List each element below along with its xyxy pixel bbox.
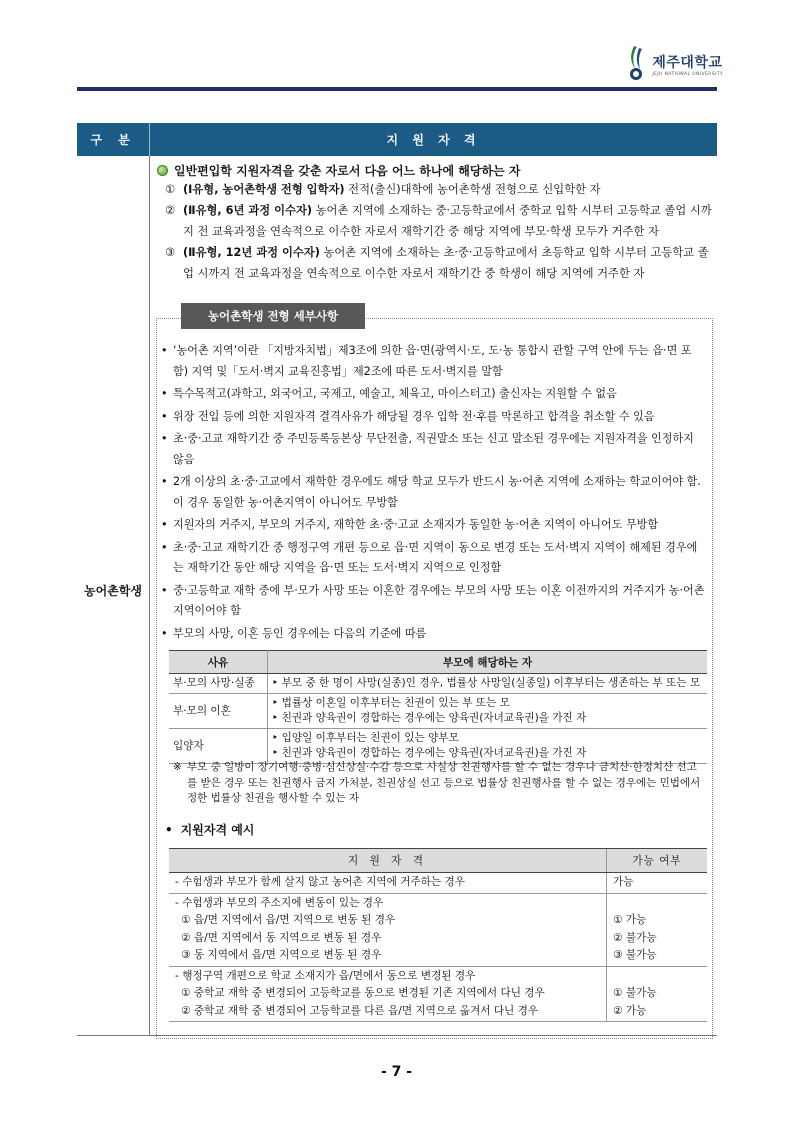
header-eligibility: 지 원 자 격 (386, 133, 481, 147)
criteria-type: (Ⅱ유형, 12년 과정 이수자) (183, 246, 320, 259)
criteria-desc: 농어촌 지역에 소재하는 중·고등학교에서 중학교 입학 시부터 고등학교 졸업 시까지 전 교육과정을 연속적으로 이수한 자로서 재학기간 중 해당 지역에 부모·학생 모두가 거주한 자 (183, 204, 712, 238)
header-rule (77, 87, 717, 91)
qualification-line: ① 읍/면 지역에서 읍/면 지역으로 변동 된 경우 (181, 914, 396, 926)
parent-cell (268, 694, 708, 729)
bullet-text: 2개 이상의 초·중·고교에서 재학한 경우에도 해당 학교 모두가 반드시 농·어촌 지역에 소재하는 학교이어야 함. 이 경우 동일한 농·어촌지역이 아니어도 무방함 (173, 475, 701, 509)
table-header-row (169, 849, 707, 873)
availability-line: ① 불가능 (613, 987, 657, 999)
qualification-line: ① 중학교 재학 중 변경되어 고등학교를 동으로 변경된 기존 지역에서 다닌 경우 (181, 987, 545, 999)
example-title (165, 821, 254, 838)
detail-bullets (161, 341, 706, 644)
table-row (169, 729, 707, 764)
bullet-dot-icon (157, 165, 168, 176)
list-item: • 초·중·고교 재학기간 중 행정구역 개편 등으로 읍·면 지역이 동으로 변경 또는 도서·벽지 지역이 해제된 경우에는 재학기간 동안 해당 지역을 읍·면 또는 도서·벽지 지역으로 인정함 (161, 538, 706, 579)
availability-line (613, 895, 701, 913)
bullet-text: 중·고등학교 재학 중에 부·모가 사망 또는 이혼한 경우에는 부모의 사망 또는 이혼 이전까지의 거주지가 농·어촌 지역이어야 함 (173, 583, 705, 617)
col-header-qualification: 지 원 자 격 (169, 849, 607, 873)
bullet-icon: • (165, 822, 173, 837)
lead-text: 일반편입학 지원자격을 갖춘 자로서 다음 어느 하나에 해당하는 자 (174, 163, 521, 178)
criteria-item (165, 179, 712, 200)
reason-cell: 부·모의 사망·실종 (169, 674, 268, 694)
bullet-text: 특수목적고(과학고, 외국어고, 국제고, 예술고, 체육고, 마이스터고) 출신자는 지원할 수 없음 (173, 387, 617, 400)
bullet-text: 지원자의 거주지, 부모의 거주지, 재학한 초·중·고교 소재지가 동일한 농·어촌 지역이 아니어도 무방함 (173, 518, 659, 531)
page-number: - 7 - (380, 1064, 413, 1080)
parent-cell (268, 674, 708, 694)
example-title-text: 지원자격 예시 (180, 823, 255, 837)
list-item: • 지원자의 거주지, 부모의 거주지, 재학한 초·중·고교 소재지가 동일한 농·어촌 지역이 아니어도 무방함 (161, 515, 706, 536)
qualification-line: ② 읍/면 지역에서 동 지역으로 변동 된 경우 (181, 931, 382, 944)
parent-line: ‣ 친권과 양육권이 경합하는 경우에는 양육권(자녀교육권)을 가진 자 (272, 747, 587, 759)
list-item: • ‘농어촌 지역’이란 「지방자치법」제3조에 의한 읍·면(광역시·도, 도·농 통합시 관할 구역 안에 두는 읍·면 포함) 지역 및「도서·벽지 교육진흥법」제2조에 따른 도서·벽지를 말함 (161, 341, 706, 382)
col-header-reason: 사유 (169, 651, 268, 674)
qualification-line: - 수험생과 부모가 함께 살지 않고 농어촌 지역에 거주하는 경우 (175, 876, 465, 888)
bullet-text: 위장 전입 등에 의한 지원자격 결격사유가 해당될 경우 입학 전·후를 막론하고 합격을 취소할 수 있음 (173, 409, 655, 423)
parent-cell (268, 729, 708, 764)
qualification-cell (169, 893, 607, 966)
table-row (169, 694, 707, 729)
table-header-row (169, 651, 707, 674)
bullet-text: ‘농어촌 지역’이란 「지방자치법」제3조에 의한 읍·면(광역시·도, 도·농 통합시 관할 구역 안에 두는 읍·면 포함) 지역 및「도서·벽지 교육진흥법」제2조에 따른 도서·벽지를 말함 (173, 344, 692, 378)
availability-cell (607, 873, 708, 894)
criteria-number: ② (165, 204, 176, 217)
example-table (169, 848, 707, 1022)
table-header (77, 123, 717, 156)
header-category: 구 분 (77, 123, 150, 156)
list-item: • 특수목적고(과학고, 외국어고, 국제고, 예술고, 체육고, 마이스터고) 출신자는 지원할 수 없음 (161, 384, 706, 405)
availability-line: ③ 불가능 (613, 949, 657, 961)
availability-line (613, 968, 701, 986)
criteria-text (183, 242, 712, 284)
table-row (169, 966, 707, 1022)
list-item: • 위장 전입 등에 의한 지원자격 결격사유가 해당될 경우 입학 전·후를 막론하고 합격을 취소할 수 있음 (161, 407, 706, 428)
qualification-line: - 행정구역 개편으로 학교 소재지가 읍/면에서 동으로 변경된 경우 (175, 969, 476, 982)
note-text: 부모 중 일방이 장기여행·중병·심신상실·수감 등으로 사실상 친권행사를 할 수 없는 경우나 금치산·한정치산 선고를 받은 경우 또는 친권행사 금지 가처분, 친권상실 선고 등으로 법률상 친권행사를 할 수 없는 경우에는 민법에서 정한 법률상 친권을 행사할 수 있는 자 (187, 761, 701, 804)
criteria-section (157, 161, 712, 284)
criteria-number: ③ (165, 246, 176, 259)
bullet-text: 부모의 사망, 이혼 등인 경우에는 다음의 기준에 따름 (173, 626, 427, 640)
col-header-parent: 부모에 해당하는 자 (268, 651, 708, 674)
logo-name-en: JEJU NATIONAL UNIVERSITY (652, 71, 723, 77)
list-item: • 중·고등학교 재학 중에 부·모가 사망 또는 이혼한 경우에는 부모의 사망 또는 이혼 이전까지의 거주지가 농·어촌 지역이어야 함 (161, 581, 706, 622)
criteria-text (183, 179, 601, 200)
detail-badge: 농어촌학생 전형 세부사항 (181, 303, 365, 329)
availability-line: 가능 (613, 876, 634, 888)
table-row (169, 674, 707, 694)
criteria-item (165, 242, 712, 284)
parent-line: ‣ 부모 중 한 명이 사망(실종)인 경우, 법률상 사망일(실종일) 이후부터는 생존하는 부 또는 모 (272, 677, 701, 689)
table-row (169, 873, 707, 894)
availability-line: ① 가능 (613, 914, 647, 926)
note-mark: ※ (173, 761, 182, 773)
qualification-cell (169, 966, 607, 1022)
category-label: 농어촌학생 (84, 584, 142, 598)
logo-name-ko: 제주대학교 (652, 54, 723, 71)
eligibility-table (77, 123, 717, 1036)
university-logo (626, 44, 723, 84)
bullet-text: 초·중·고교 재학기간 중 행정구역 개편 등으로 읍·면 지역이 동으로 변경 또는 도서·벽지 지역이 해제된 경우에는 재학기간 동안 해당 지역을 읍·면 또는 도서·벽지 지역으로 인정함 (173, 540, 698, 574)
bullet-text: 초·중·고교 재학기간 중 주민등록등본상 무단전출, 직권말소 또는 신고 말소된 경우에는 지원자격을 인정하지 않음 (173, 432, 694, 466)
availability-cell (607, 966, 708, 1022)
qualification-line: ③ 동 지역에서 읍/면 지역으로 변동 된 경우 (181, 949, 382, 961)
criteria-desc: 전적(출신)대학에 농어촌학생 전형으로 신입학한 자 (344, 183, 601, 196)
list-item: • 2개 이상의 초·중·고교에서 재학한 경우에도 해당 학교 모두가 반드시 농·어촌 지역에 소재하는 학교이어야 함. 이 경우 동일한 농·어촌지역이 아니어도 무방함 (161, 472, 706, 513)
availability-line: ② 가능 (613, 1004, 647, 1017)
list-item: • 부모의 사망, 이혼 등인 경우에는 다음의 기준에 따름 (161, 624, 706, 645)
parent-line: ‣ 입양일 이후부터는 친권이 있는 양부모 (272, 732, 459, 744)
criteria-number: ① (165, 183, 176, 196)
footnote (173, 760, 705, 807)
criteria-type: (Ⅱ유형, 6년 과정 이수자) (183, 204, 313, 217)
qualification-line: - 수험생과 부모의 주소지에 변동이 있는 경우 (175, 896, 384, 909)
list-item: • 초·중·고교 재학기간 중 주민등록등본상 무단전출, 직권말소 또는 신고 말소된 경우에는 지원자격을 인정하지 않음 (161, 429, 706, 470)
parent-line: ‣ 법률상 이혼일 이후부터는 친권이 있는 부 또는 모 (272, 697, 510, 709)
criteria-item (165, 200, 712, 242)
reason-cell: 입양자 (169, 729, 268, 764)
availability-cell (607, 893, 708, 966)
university-emblem-icon (626, 44, 648, 84)
criteria-desc: 농어촌 지역에 소재하는 초·중·고등학교에서 초등학교 입학 시부터 고등학교 졸업 시까지 전 교육과정을 연속적으로 이수한 자로서 재학기간 중 학생이 해당 지역에 거주한 자 (183, 246, 709, 280)
parent-criteria-table (169, 650, 707, 764)
qualification-cell (169, 873, 607, 894)
col-header-availability: 가능 여부 (607, 849, 708, 873)
qualification-line: ② 중학교 재학 중 변경되어 고등학교를 다른 읍/면 지역으로 옮겨서 다닌 경우 (181, 1004, 539, 1017)
criteria-text (183, 200, 712, 242)
category-column (77, 156, 150, 1036)
availability-line: ② 불가능 (613, 931, 657, 944)
lead-statement (157, 161, 712, 179)
table-bottom-rule (77, 1035, 717, 1036)
reason-cell: 부·모의 이혼 (169, 694, 268, 729)
table-row (169, 893, 707, 966)
criteria-type: (Ⅰ유형, 농어촌학생 전형 입학자) (183, 183, 345, 196)
parent-line: ‣ 친권과 양육권이 경합하는 경우에는 양육권(자녀교육권)을 가진 자 (272, 712, 587, 724)
